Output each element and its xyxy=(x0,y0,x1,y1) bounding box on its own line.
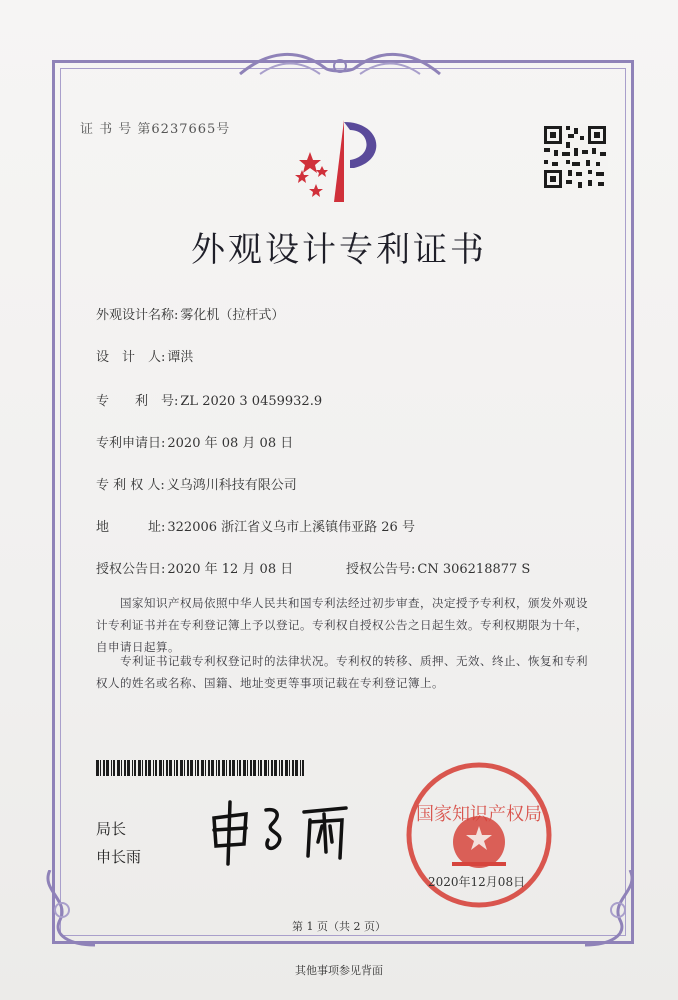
bureau-title: 局长 xyxy=(96,820,127,838)
certificate-paragraph-2: 专利证书记载专利权登记时的法律状况。专利权的转移、质押、无效、终止、恢复和专利权人的姓名或名称、国籍、地址变更等事项记载在专利登记簿上。 xyxy=(96,654,588,690)
designer-label: 设 计 人: xyxy=(96,350,166,365)
certificate-paragraph-1: 国家知识产权局依照中华人民共和国专利法经过初步审查，决定授予专利权，颁发外观设计专利证书并在专利登记簿上予以登记。专利权自授权公告之日起生效。专利权期限为十年，自申请日起算。 xyxy=(96,596,588,654)
patentee-field xyxy=(96,474,297,493)
seal-text: 国家知识产权局 xyxy=(416,804,542,825)
patent-number-label: 专 利 号: xyxy=(96,394,179,409)
address-field xyxy=(96,516,415,535)
design-name-field xyxy=(96,304,284,323)
filing-date-field xyxy=(96,432,293,451)
corner-ornament-left-icon xyxy=(40,870,100,950)
grant-number-label: 授权公告号: xyxy=(346,562,416,577)
patent-number-field xyxy=(96,390,322,409)
filing-date-value: 2020 年 08 月 08 日 xyxy=(167,436,294,451)
grant-date-value: 2020 年 12 月 08 日 xyxy=(167,562,294,577)
barcode-icon xyxy=(96,760,308,776)
grant-number-field xyxy=(346,558,530,577)
design-name-value: 雾化机（拉杆式） xyxy=(180,308,285,323)
certificate-number: 证 书 号 第6237665号 xyxy=(80,122,231,137)
patentee-value: 义乌鸿川科技有限公司 xyxy=(166,478,297,493)
address-label: 地 址: xyxy=(96,520,166,535)
seal-date: 2020年12月08日 xyxy=(428,875,526,889)
certificate-title: 外观设计专利证书 xyxy=(191,230,487,270)
filing-date-label: 专利申请日: xyxy=(96,436,166,451)
design-name-label: 外观设计名称: xyxy=(96,308,179,323)
cnipa-logo-icon xyxy=(292,116,394,204)
back-note: 其他事项参见背面 xyxy=(295,964,383,977)
signature-icon xyxy=(206,796,356,868)
address-value: 322006 浙江省义乌市上溪镇伟亚路 26 号 xyxy=(167,520,415,535)
grant-date-label: 授权公告日: xyxy=(96,562,166,577)
corner-ornament-right-icon xyxy=(580,870,640,950)
patent-number-value: ZL 2020 3 0459932.9 xyxy=(180,394,323,409)
top-ornament-icon xyxy=(230,44,450,86)
designer-value: 谭洪 xyxy=(167,350,194,365)
grant-date-field xyxy=(96,558,293,577)
page-number: 第 1 页（共 2 页） xyxy=(292,920,386,933)
patentee-label: 专 利 权 人: xyxy=(96,478,165,493)
qr-code-icon xyxy=(542,124,608,190)
bureau-director-name: 申长雨 xyxy=(96,848,142,866)
grant-number-value: CN 306218877 S xyxy=(417,562,531,577)
designer-field xyxy=(96,346,193,365)
